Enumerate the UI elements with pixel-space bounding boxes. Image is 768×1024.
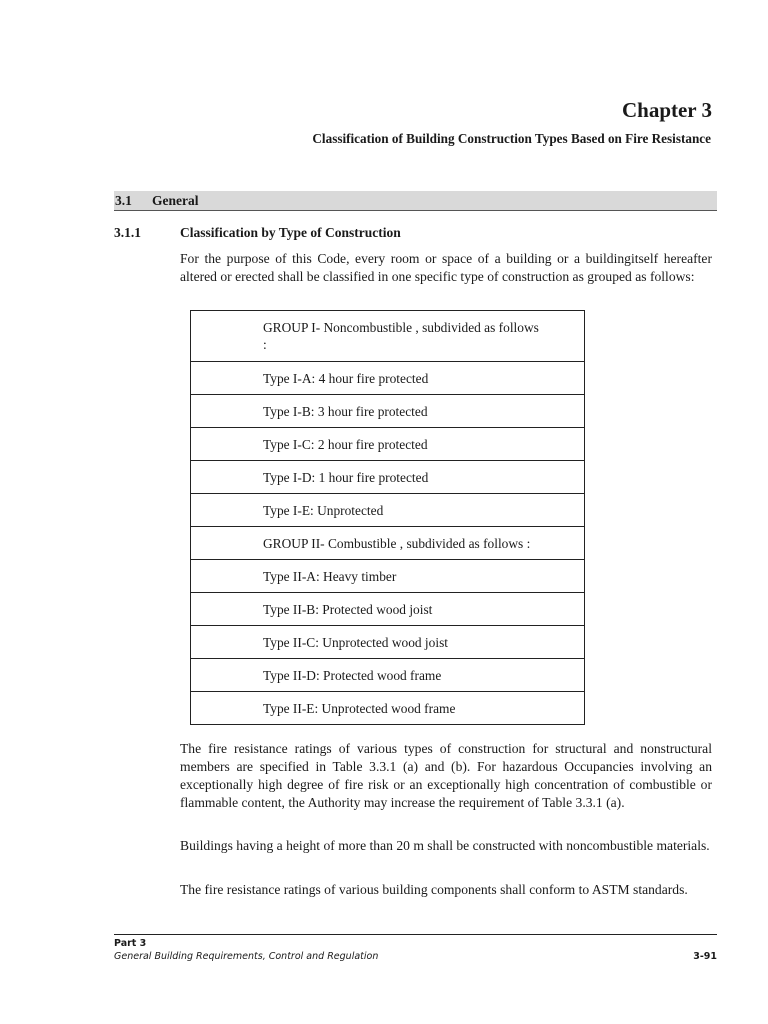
table-row xyxy=(191,428,585,461)
table-row xyxy=(191,659,585,692)
construction-types-table xyxy=(190,310,585,725)
subsection-number: 3.1.1 xyxy=(114,225,141,240)
table-row xyxy=(191,692,585,725)
table-row xyxy=(191,362,585,395)
intro-paragraph: For the purpose of this Code, every room or space of a building or a buildingitself hereafter altered or erected shall be classified in one specific type of construction as grouped as follows: xyxy=(180,251,712,284)
table-cell: Type II-C: Unprotected wood joist xyxy=(191,626,585,659)
ratings-paragraph: The fire resistance ratings of various types of construction for structural and nonstructural members are specified in Table 3.3.1 (a) and (b). For hazardous Occupancies involving an exceptionally high degree of fire risk or an exceptionally high concentration of combustible or flammable content, the Authority may increase the requirement of Table 3.3.1 (a). xyxy=(180,741,712,810)
table-row xyxy=(191,593,585,626)
table-row xyxy=(191,395,585,428)
table-cell: Type I-C: 2 hour fire protected xyxy=(191,428,585,461)
section-heading-bar xyxy=(114,191,717,211)
table-cell: Type I-A: 4 hour fire protected xyxy=(191,362,585,395)
group-1-heading: GROUP I- Noncombustible , subdivided as follows : xyxy=(191,311,585,362)
footer-divider xyxy=(114,934,717,935)
table-row xyxy=(191,626,585,659)
page-number: 3-91 xyxy=(693,951,717,962)
group-2-heading: GROUP II- Combustible , subdivided as follows : xyxy=(191,527,585,560)
table-cell: Type II-B: Protected wood joist xyxy=(191,593,585,626)
table-row xyxy=(191,461,585,494)
table-row xyxy=(191,494,585,527)
section-number: 3.1 xyxy=(115,193,132,208)
table-cell: Type II-E: Unprotected wood frame xyxy=(191,692,585,725)
subsection-title: Classification by Type of Construction xyxy=(180,225,401,240)
chapter-title: Chapter 3 xyxy=(621,98,712,122)
table-row xyxy=(191,527,585,560)
table-cell: Type II-D: Protected wood frame xyxy=(191,659,585,692)
table-row xyxy=(191,311,585,362)
table-cell: Type I-D: 1 hour fire protected xyxy=(191,461,585,494)
table-row xyxy=(191,560,585,593)
chapter-subtitle: Classification of Building Construction Types Based on Fire Resistance xyxy=(312,131,711,146)
table-cell: Type II-A: Heavy timber xyxy=(191,560,585,593)
height-paragraph: Buildings having a height of more than 20 m shall be constructed with noncombustible materials. xyxy=(180,838,710,853)
table-cell: Type I-B: 3 hour fire protected xyxy=(191,395,585,428)
footer-part: Part 3 xyxy=(114,938,147,949)
astm-paragraph: The fire resistance ratings of various building components shall conform to ASTM standards. xyxy=(180,882,688,897)
table-cell: Type I-E: Unprotected xyxy=(191,494,585,527)
footer-title: General Building Requirements, Control and Regulation xyxy=(114,951,379,962)
section-title: General xyxy=(152,193,199,208)
